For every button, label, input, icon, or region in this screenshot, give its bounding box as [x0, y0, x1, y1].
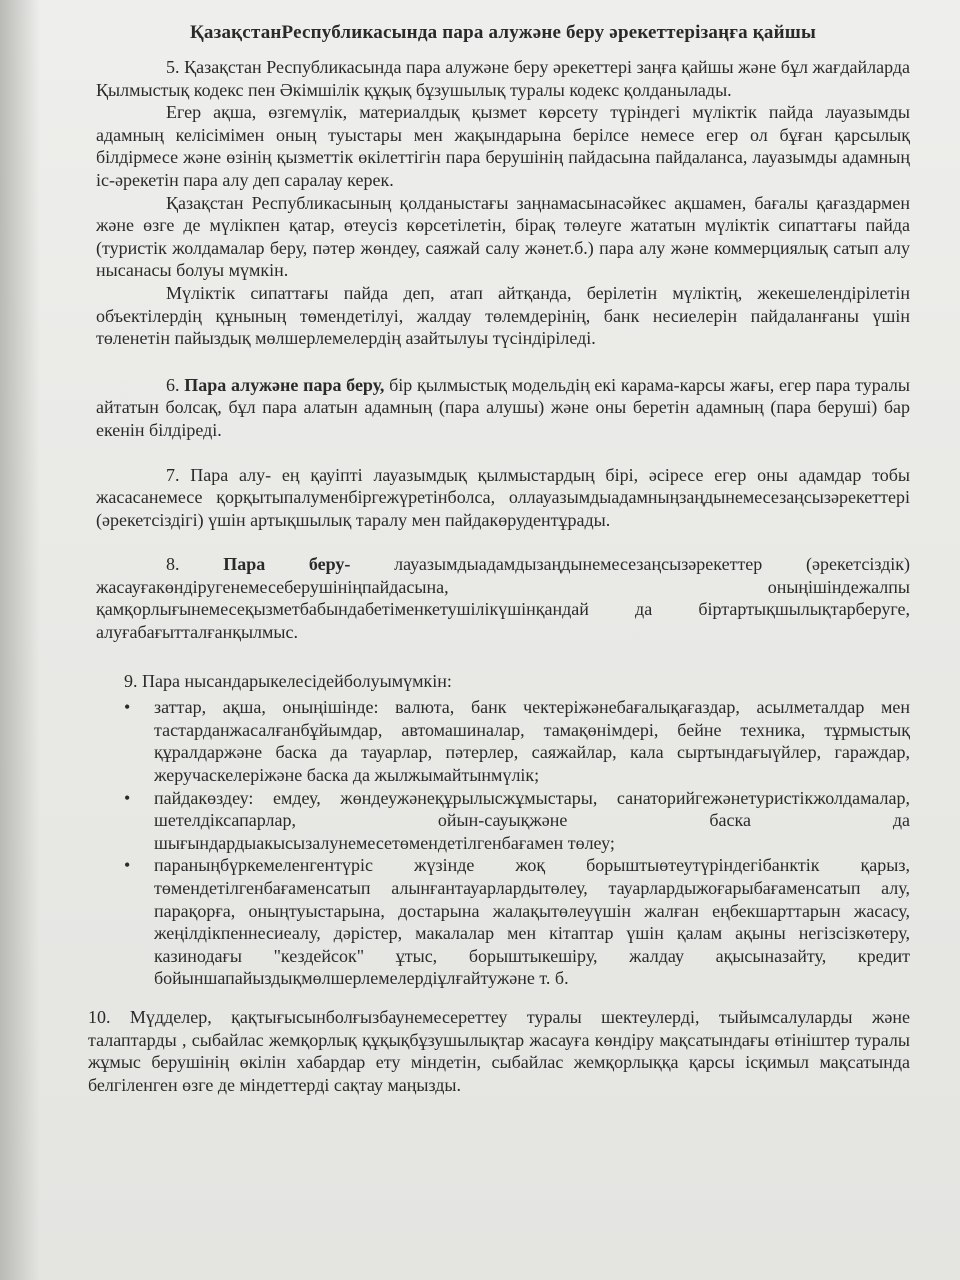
- list-item-text: параныңбүркемеленгентүріс жүзінде жоқ борыштыөтеутүріндегібанктік қарыз, төмендетілгенбағаменсатып алынғантауарлардытөлеу, тауарлардыжоғарыбағаменсатып алу, парақорға, оныңтуыстарына, достарына жалақытөлеуүшін жалған еңбекшарттарын жасасу, жеңілдікпеннесиеалу, дәрістер, макалалар мен кітаптар үшін қалам ақыны негізсізкөтеру, казинодағы "кездейсок" ұтыс, борыштыкешіру, жалдау ақысыназайту, кредит бойыншапайыздықмөлшерлемелердіұлғайтужәне т. б.: [154, 855, 910, 989]
- paragraph-6-bold-term: Пара алужәне пара беру,: [184, 374, 385, 395]
- paragraph-5-bribe-definition: Егер ақша, өзгемүлік, материалдық қызмет көрсету түріндегі мүліктік пайда лауазымды адамның келісімімен оның туыстары мен жақындарына берілсе немесе егер ол бұған қарсылық білдірмесе және өзінің қызметтік өкілеттігін пара берушінің пайдасына пайдаланса, лауазымды адамның іс-әрекетін пара алу деп саралау керек.: [96, 102, 910, 190]
- list-item-text: пайдакөздеу: емдеу, жөндеужәнеқұрылысжұмыстары, санаторийгежәнетуристікжолдамалар, шетелдіксапарлар, ойын-сауықжәне баска да шығындардыакысызалунемесетөмендетілгенбағамен төлеу;: [154, 787, 910, 853]
- page-edge-shadow: [0, 0, 40, 1280]
- bullet-icon: •: [124, 855, 131, 876]
- paragraph-6-text: бір қылмыстық модельдің екі карама-карсы жағы, егер пара туралы айтатын болсақ, бұл пара алатын адамның (пара алушы) және оны беретін адамның (пара беруші) бар екенін білдіреді.: [96, 374, 910, 440]
- paragraph-6-number: 6.: [166, 374, 180, 395]
- document-title: ҚазақстанРеспубликасында пара алужәне беру әрекеттерізаңға қайшы: [189, 22, 817, 43]
- paragraph-6: [96, 374, 910, 442]
- list-item: [124, 787, 910, 855]
- paragraph-8-text: лауазымдыадамдызаңдынемесезаңсызәрекеттер (әрекетсіздік) жасауғакөндіругенемесеберушініңпайдасына, оныңішіндежалпы қамқорлығынемесеқызметбабындабетіменкетушілікүшінқандай да біртартықшылықтарберуге, алуғабағытталғанқылмыс.: [96, 554, 910, 643]
- paragraph-9-heading: 9. Пара нысандарыкелесідейболуымүмкін:: [124, 670, 452, 691]
- paragraph-10: 10. Мүдделер, қақтығысынболғызбаунемесереттеу туралы шектеулерді, тыйымсалуларды және талаптарды , сыбайлас жемқорлық құқықбұзушылықтар жасауға көндіру мақсатындағы өтініштер туралы жұмыс берушінің өкілін хабардар ету міндетін, сыбайлас жемқорлыққа қарсы ісқимыл мақсатында белгіленген өзге де міндеттерді сақтау маңызды.: [88, 1006, 910, 1095]
- paragraph-8-number: 8.: [166, 554, 180, 575]
- list-item-text: заттар, ақша, оныңішінде: валюта, банк чектеріжәнебағалықағаздар, асылметалдар мен тастарданжасалғанбұйымдар, автомашиналар, тамақөнімдері, бейне техника, тұрмыстық құралдаржәне баска да тауарлар, пәтерлер, саяжайлар, кала сыртындағыүйлер, гараждар, жеручаскелеріжәне баска да жылжымайтынмүлік;: [154, 697, 910, 786]
- paragraph-8: [96, 553, 910, 643]
- bullet-icon: •: [124, 787, 131, 808]
- list-item: [124, 696, 910, 786]
- paragraph-7: 7. Пара алу- ең қауіпті лауазымдық қылмыстардың бірі, әсіресе егер оны адамдар тобы жасасанемесе қорқытыпалуменбіргежүретінболса, оллауазымдыадамныңзаңдынемесезаңсызәрекеттері (әрекетсіздігі) үшін артықшылық таралу мен пайдакөрудентұрады.: [96, 464, 910, 530]
- bullet-icon: •: [124, 697, 131, 718]
- list-item: [124, 854, 910, 990]
- paragraph-8-bold-term: Пара беру-: [223, 554, 351, 575]
- paragraph-5-property-benefit: Мүліктік сипаттағы пайда деп, атап айтқанда, берілетін мүліктің, жекешелендірілетін объектілердің құнының төмендетілуі, жалдау төлемдерінің, банк несиелерін пайдаланғаны үшін төленетін пайыздық мөлшерлемелердің азайтылуы түсіндіріледі.: [96, 282, 910, 349]
- paragraph-5: 5. Қазақстан Республикасында пара алужәне беру әрекеттері заңға қайшы және бұл жағдайларда Қылмыстық кодекс пен Әкімшілік құқық бұзушылық туралы кодекс қолданылады.: [96, 57, 910, 100]
- paragraph-5-legislation: Қазақстан Республикасының қолданыстағы заңнамасынасәйкес ақшамен, бағалы қағаздармен және өзге де мүлікпен қатар, өтеусіз көрсетілетін, бірақ төлеуге жататын мүліктік сипаттағы пайда (туристік жолдамалар беру, пәтер жөндеу, саяжай салу жәнет.б.) пара алу және коммерциялық сатып алу нысанасы болуы мүмкін.: [96, 192, 910, 281]
- bribe-forms-list: [96, 696, 910, 990]
